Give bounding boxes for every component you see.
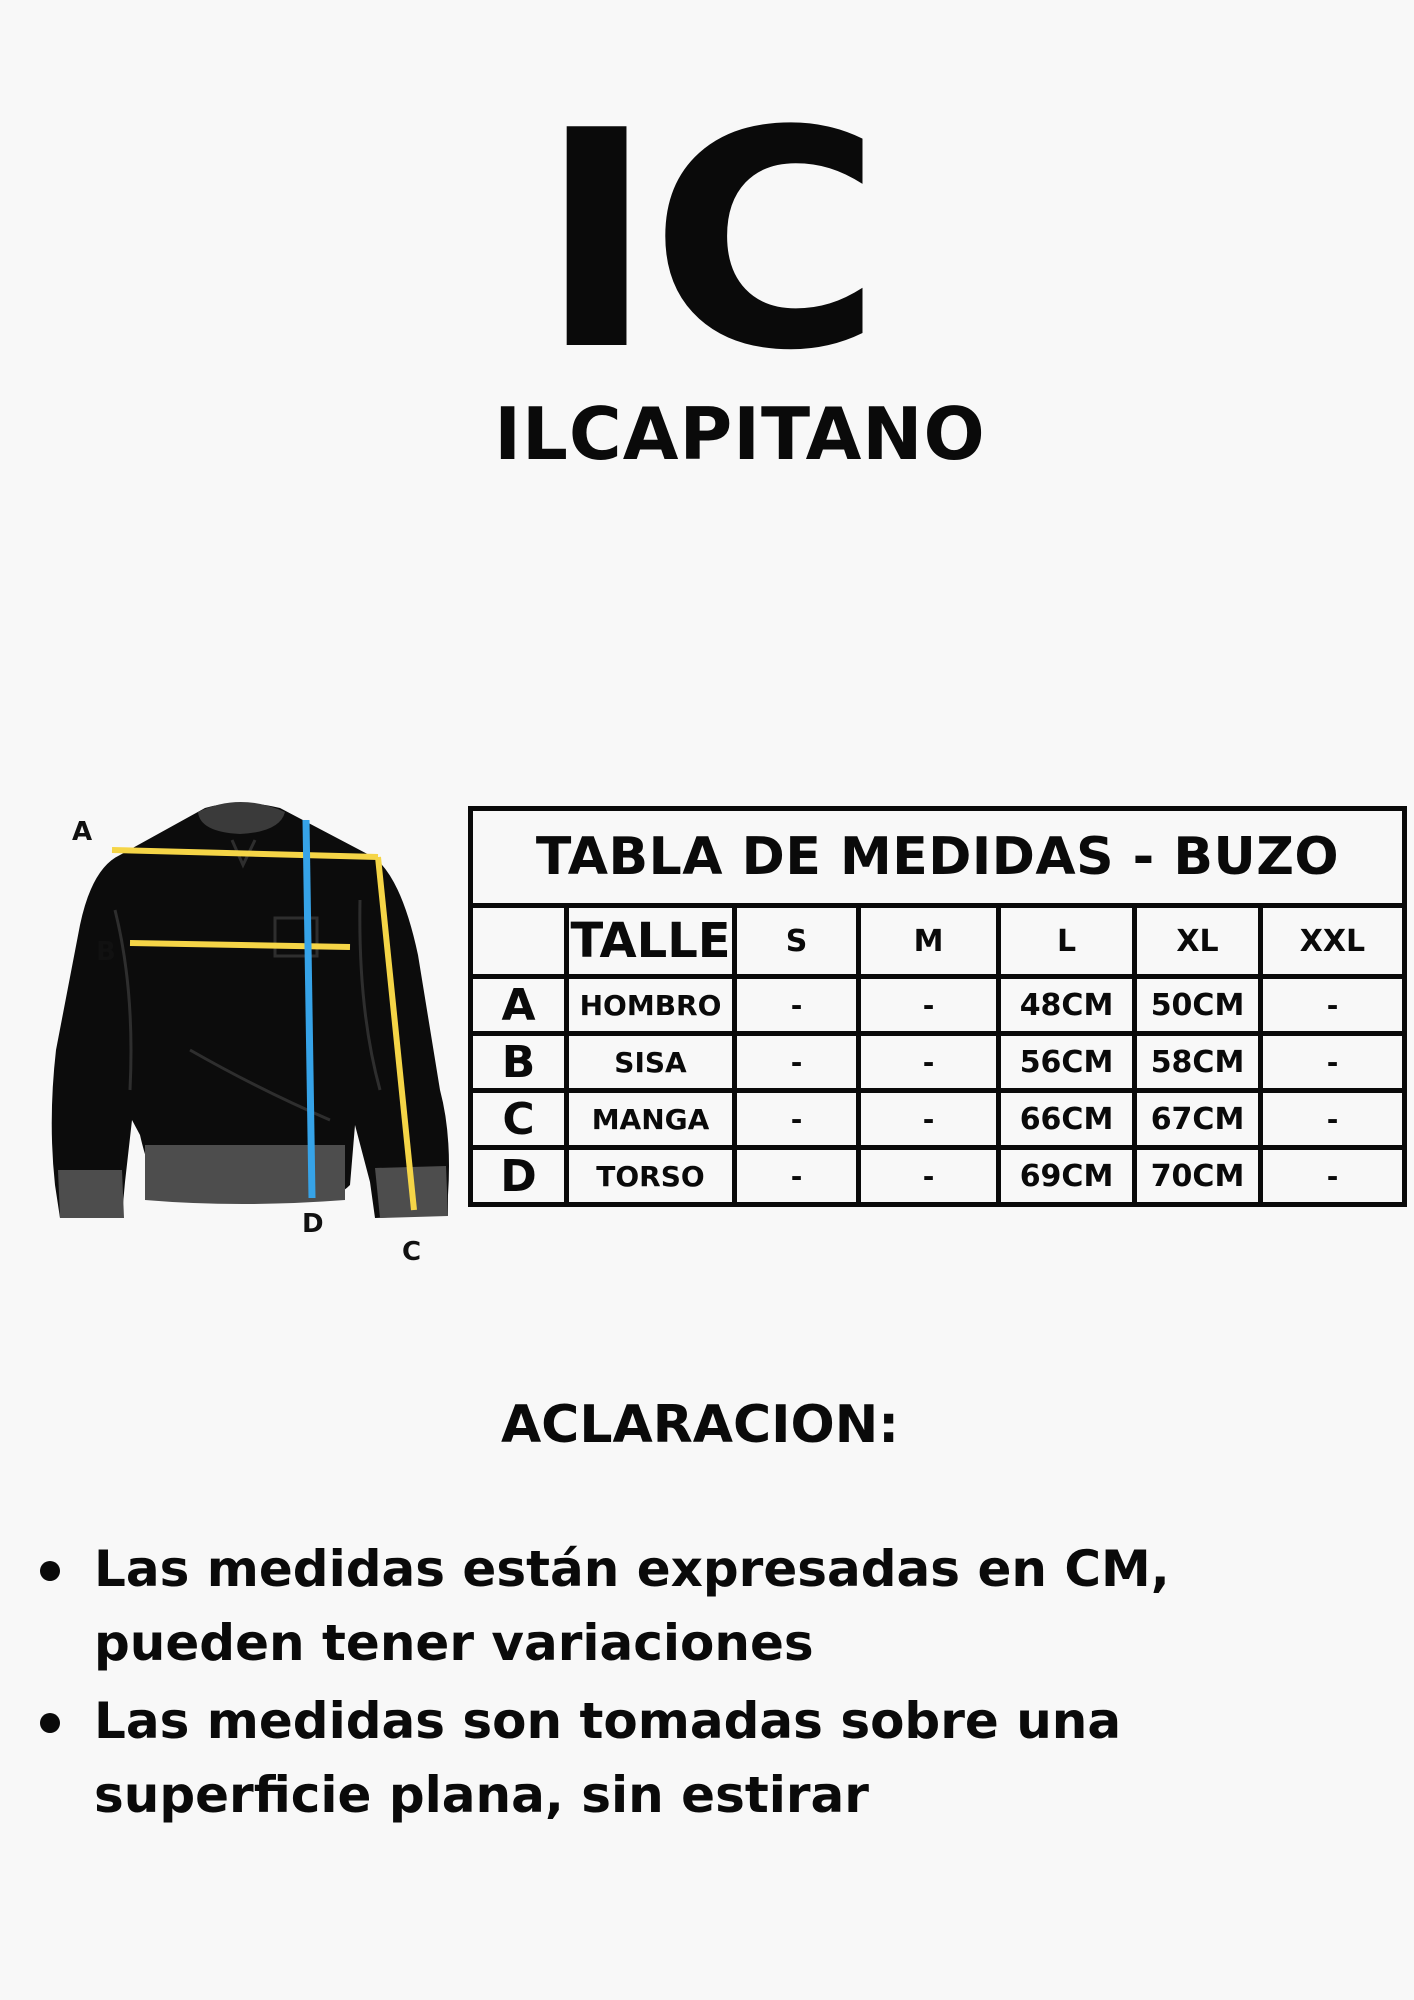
row-letter: B <box>471 1034 567 1091</box>
header-cell-s: S <box>735 906 859 977</box>
cell-l: 66CM <box>999 1091 1135 1148</box>
row-measure-name: SISA <box>567 1034 735 1091</box>
cell-s: - <box>735 977 859 1034</box>
header-cell-talle: TALLE <box>567 906 735 977</box>
header-cell-m: M <box>859 906 999 977</box>
list-item <box>36 1684 1376 1832</box>
cell-l: 48CM <box>999 977 1135 1034</box>
header-cell-empty <box>471 906 567 977</box>
cell-s: - <box>735 1148 859 1205</box>
bullet-icon <box>40 1561 60 1581</box>
row-measure-name: TORSO <box>567 1148 735 1205</box>
cell-xxl: - <box>1261 1091 1405 1148</box>
cell-xxl: - <box>1261 1034 1405 1091</box>
label-d: D <box>302 1209 324 1239</box>
logo-mark: IC <box>537 67 877 416</box>
sweater-diagram <box>40 790 480 1280</box>
cell-m: - <box>859 1034 999 1091</box>
note-text: Las medidas son tomadas sobre una superficie plana, sin estirar <box>94 1692 1122 1824</box>
table-title: TABLA DE MEDIDAS - BUZO <box>471 809 1405 906</box>
header-cell-xxl: XXL <box>1261 906 1405 977</box>
cell-xl: 58CM <box>1135 1034 1261 1091</box>
table-row <box>471 977 1405 1034</box>
table-header-row <box>471 906 1405 977</box>
cell-xxl: - <box>1261 1148 1405 1205</box>
cell-xl: 67CM <box>1135 1091 1261 1148</box>
header-cell-l: L <box>999 906 1135 977</box>
label-b: B <box>96 937 116 967</box>
bullet-icon <box>40 1713 60 1733</box>
cell-l: 69CM <box>999 1148 1135 1205</box>
note-text: Las medidas están expresadas en CM, pueden tener variaciones <box>94 1540 1170 1672</box>
label-c: C <box>402 1237 422 1267</box>
cell-m: - <box>859 977 999 1034</box>
table-row <box>471 1034 1405 1091</box>
size-table <box>468 806 1407 1207</box>
cell-m: - <box>859 1148 999 1205</box>
cell-l: 56CM <box>999 1034 1135 1091</box>
list-item <box>36 1532 1376 1680</box>
row-measure-name: HOMBRO <box>567 977 735 1034</box>
header-cell-xl: XL <box>1135 906 1261 977</box>
notes-title: ACLARACION: <box>500 1395 900 1455</box>
cell-xl: 70CM <box>1135 1148 1261 1205</box>
notes-list <box>36 1532 1376 1836</box>
row-letter: A <box>471 977 567 1034</box>
cell-xxl: - <box>1261 977 1405 1034</box>
cell-s: - <box>735 1034 859 1091</box>
chest-line-b <box>130 943 350 947</box>
cell-xl: 50CM <box>1135 977 1261 1034</box>
table-row <box>471 1148 1405 1205</box>
left-cuff <box>58 1170 124 1218</box>
cell-s: - <box>735 1091 859 1148</box>
row-measure-name: MANGA <box>567 1091 735 1148</box>
table-row <box>471 1091 1405 1148</box>
label-a: A <box>72 817 93 847</box>
row-letter: C <box>471 1091 567 1148</box>
row-letter: D <box>471 1148 567 1205</box>
cell-m: - <box>859 1091 999 1148</box>
brand-name: ILCAPITANO <box>494 392 986 476</box>
